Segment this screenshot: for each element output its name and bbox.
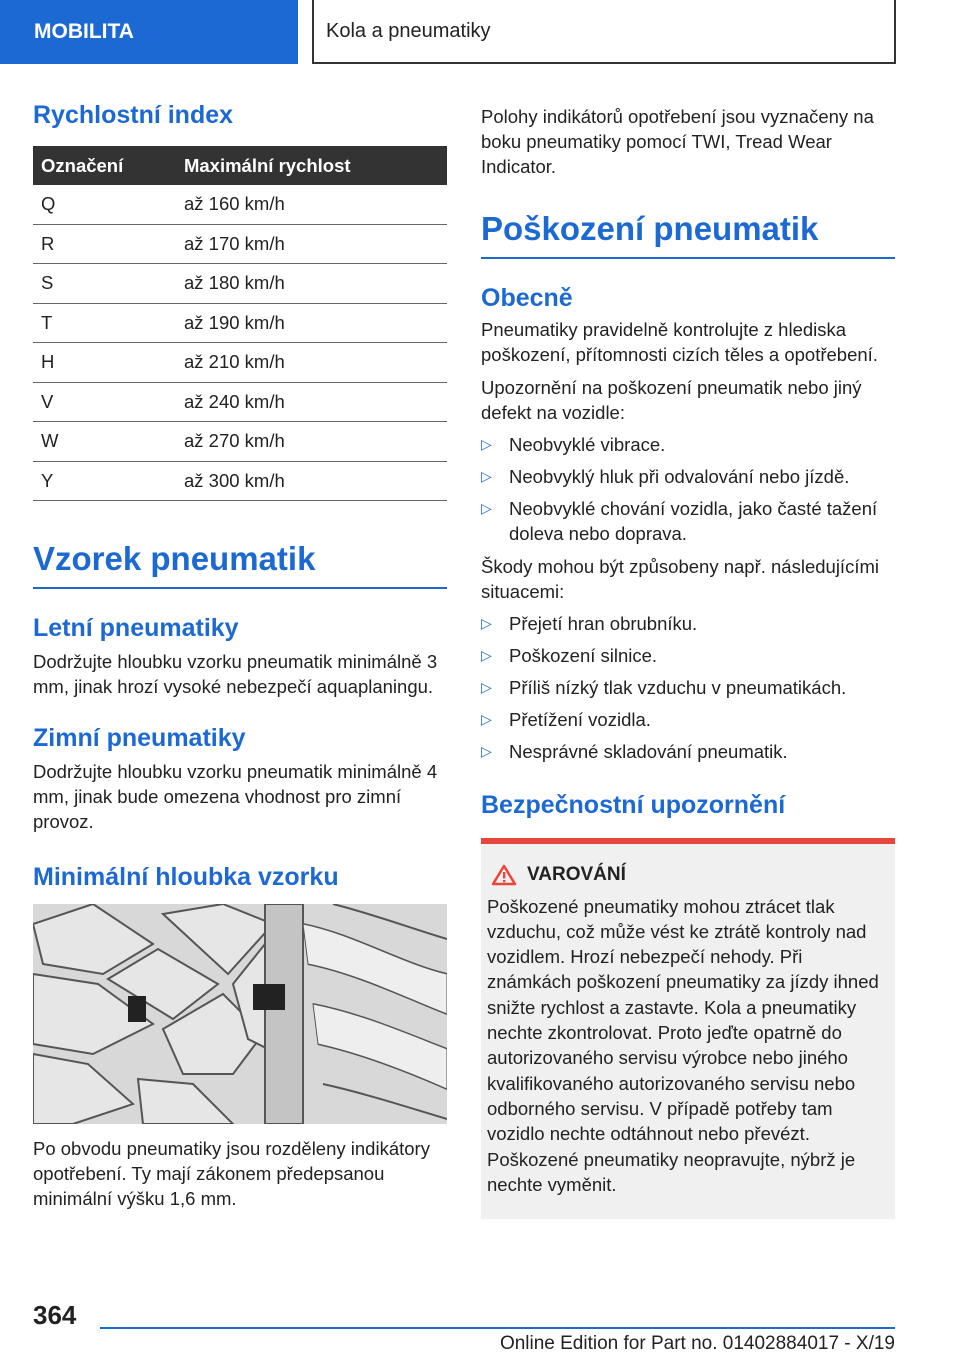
left-column — [33, 100, 447, 1211]
speed-value: až 240 km/h — [172, 382, 447, 422]
list-item: ▷ Poškození silnice. — [481, 644, 658, 666]
table-row — [33, 382, 447, 422]
speed-code: V — [33, 382, 172, 422]
table-row — [33, 224, 447, 264]
table-row — [33, 343, 447, 383]
chapter-label: Kola a pneumatiky — [326, 19, 491, 42]
causes-text: Škody mohou být způsobeny např. následujícími situacemi: — [481, 555, 879, 602]
triangle-right-icon: ▷ — [481, 678, 492, 695]
column-header: Maximální rychlost — [172, 146, 447, 185]
speed-code: W — [33, 422, 172, 462]
list-item: ▷ Neobvyklé chování vozidla, jako časté tažení doleva nebo doprava. — [481, 497, 878, 544]
edition-footer: Online Edition for Part no. 01402884017 - X/19 — [499, 1333, 895, 1354]
list-item: ▷ Přetížení vozidla. — [481, 708, 651, 730]
list-item: ▷ Přejetí hran obrubníku. — [481, 612, 698, 634]
triangle-right-icon: ▷ — [481, 710, 492, 727]
warning-header — [487, 864, 887, 886]
footer-divider — [100, 1327, 895, 1329]
speed-value: až 270 km/h — [172, 422, 447, 462]
speed-code: T — [33, 303, 172, 343]
min-tread-text: Po obvodu pneumatiky jsou rozděleny indikátory opotřebení. Ty mají zákonem předepsanou minimální výšku 1,6 mm. — [33, 1137, 430, 1209]
section-tab[interactable] — [0, 0, 298, 64]
speed-code: R — [33, 224, 172, 264]
list-item: ▷ Neobvyklý hluk při odvalování nebo jízdě. — [481, 465, 850, 487]
tread-section-title: Vzorek pneumatik — [33, 539, 447, 589]
warning-triangle-icon — [491, 864, 517, 886]
causes-list — [481, 611, 895, 764]
table-row — [33, 461, 447, 501]
twi-text: Polohy indikátorů opotřebení jsou vyznačeny na boku pneumatiky pomocí TWI, Tread Wear Indicator. — [481, 106, 874, 177]
damage-section-title: Poškození pneumatik — [481, 209, 895, 259]
hints-list — [481, 432, 895, 546]
general-text: Pneumatiky pravidelně kontrolujte z hlediska poškození, přítomnosti cizích těles a opotřebení. — [481, 318, 878, 365]
list-item: ▷ Neobvyklé vibrace. — [481, 433, 666, 455]
safety-title: Bezpečnostní upozornění — [481, 790, 786, 819]
winter-tires-title: Zimní pneumatiky — [33, 723, 246, 752]
triangle-right-icon: ▷ — [481, 614, 492, 631]
chapter-header — [312, 0, 896, 64]
speed-value: až 210 km/h — [172, 343, 447, 383]
list-item: ▷ Příliš nízký tlak vzduchu v pneumatikách. — [481, 676, 847, 698]
triangle-right-icon: ▷ — [481, 742, 492, 759]
speed-value: až 180 km/h — [172, 264, 447, 304]
speed-code: S — [33, 264, 172, 304]
hint-text: Upozornění na poškození pneumatik nebo jiný defekt na vozidle: — [481, 376, 862, 423]
speed-value: až 170 km/h — [172, 224, 447, 264]
triangle-right-icon: ▷ — [481, 435, 492, 452]
winter-tires-text: Dodržujte hloubku vzorku pneumatik minimálně 4 mm, jinak bude omezena vhodnost pro zimní provoz. — [33, 760, 438, 832]
speed-value: až 300 km/h — [172, 461, 447, 501]
triangle-right-icon: ▷ — [481, 499, 492, 516]
section-label: MOBILITA — [34, 20, 134, 43]
table-row — [33, 303, 447, 343]
min-tread-title: Minimální hloubka vzorku — [33, 862, 339, 891]
column-header: Označení — [33, 146, 172, 185]
warning-label: VAROVÁNÍ — [527, 863, 626, 885]
warning-text: Poškozené pneumatiky mohou ztrácet tlak vzduchu, což může vést ke ztrátě kontroly nad vozidlem. Hrozí nebezpečí nehody. Při známkách poškození pneumatiky za jízdy ihned snižte rychlost a zastavte. Kola a pneumatiky nechte zkontrolovat. Proto jeďte opatrně do autorizovaného servisu výrobce nebo jiného kvalifikovaného autorizovaného servisu nebo odborného servisu. V případě potřeby tam vozidlo nechte odtáhnout nebo převézt. Poškozené pneumatiky neopravujte, nýbrž je nechte vyměnit. — [487, 895, 879, 1195]
table-row — [33, 185, 447, 224]
general-title: Obecně — [481, 283, 573, 312]
tire-tread-image — [33, 904, 447, 1124]
summer-tires-text: Dodržujte hloubku vzorku pneumatik minimálně 3 mm, jinak hrozí vysoké nebezpečí aquaplaningu. — [33, 650, 438, 697]
list-item: ▷ Nesprávné skladování pneumatik. — [481, 740, 788, 762]
speed-value: až 160 km/h — [172, 185, 447, 224]
speed-code: Q — [33, 185, 172, 224]
speed-index-table — [33, 146, 447, 501]
warning-box — [481, 838, 895, 1220]
triangle-right-icon: ▷ — [481, 646, 492, 663]
speed-index-title: Rychlostní index — [33, 101, 234, 129]
table-row — [33, 264, 447, 304]
speed-code: H — [33, 343, 172, 383]
summer-tires-title: Letní pneumatiky — [33, 613, 239, 642]
table-row — [33, 422, 447, 462]
right-column — [481, 100, 895, 1219]
triangle-right-icon: ▷ — [481, 467, 492, 484]
speed-value: až 190 km/h — [172, 303, 447, 343]
speed-code: Y — [33, 461, 172, 501]
page-number: 364 — [33, 1300, 77, 1330]
